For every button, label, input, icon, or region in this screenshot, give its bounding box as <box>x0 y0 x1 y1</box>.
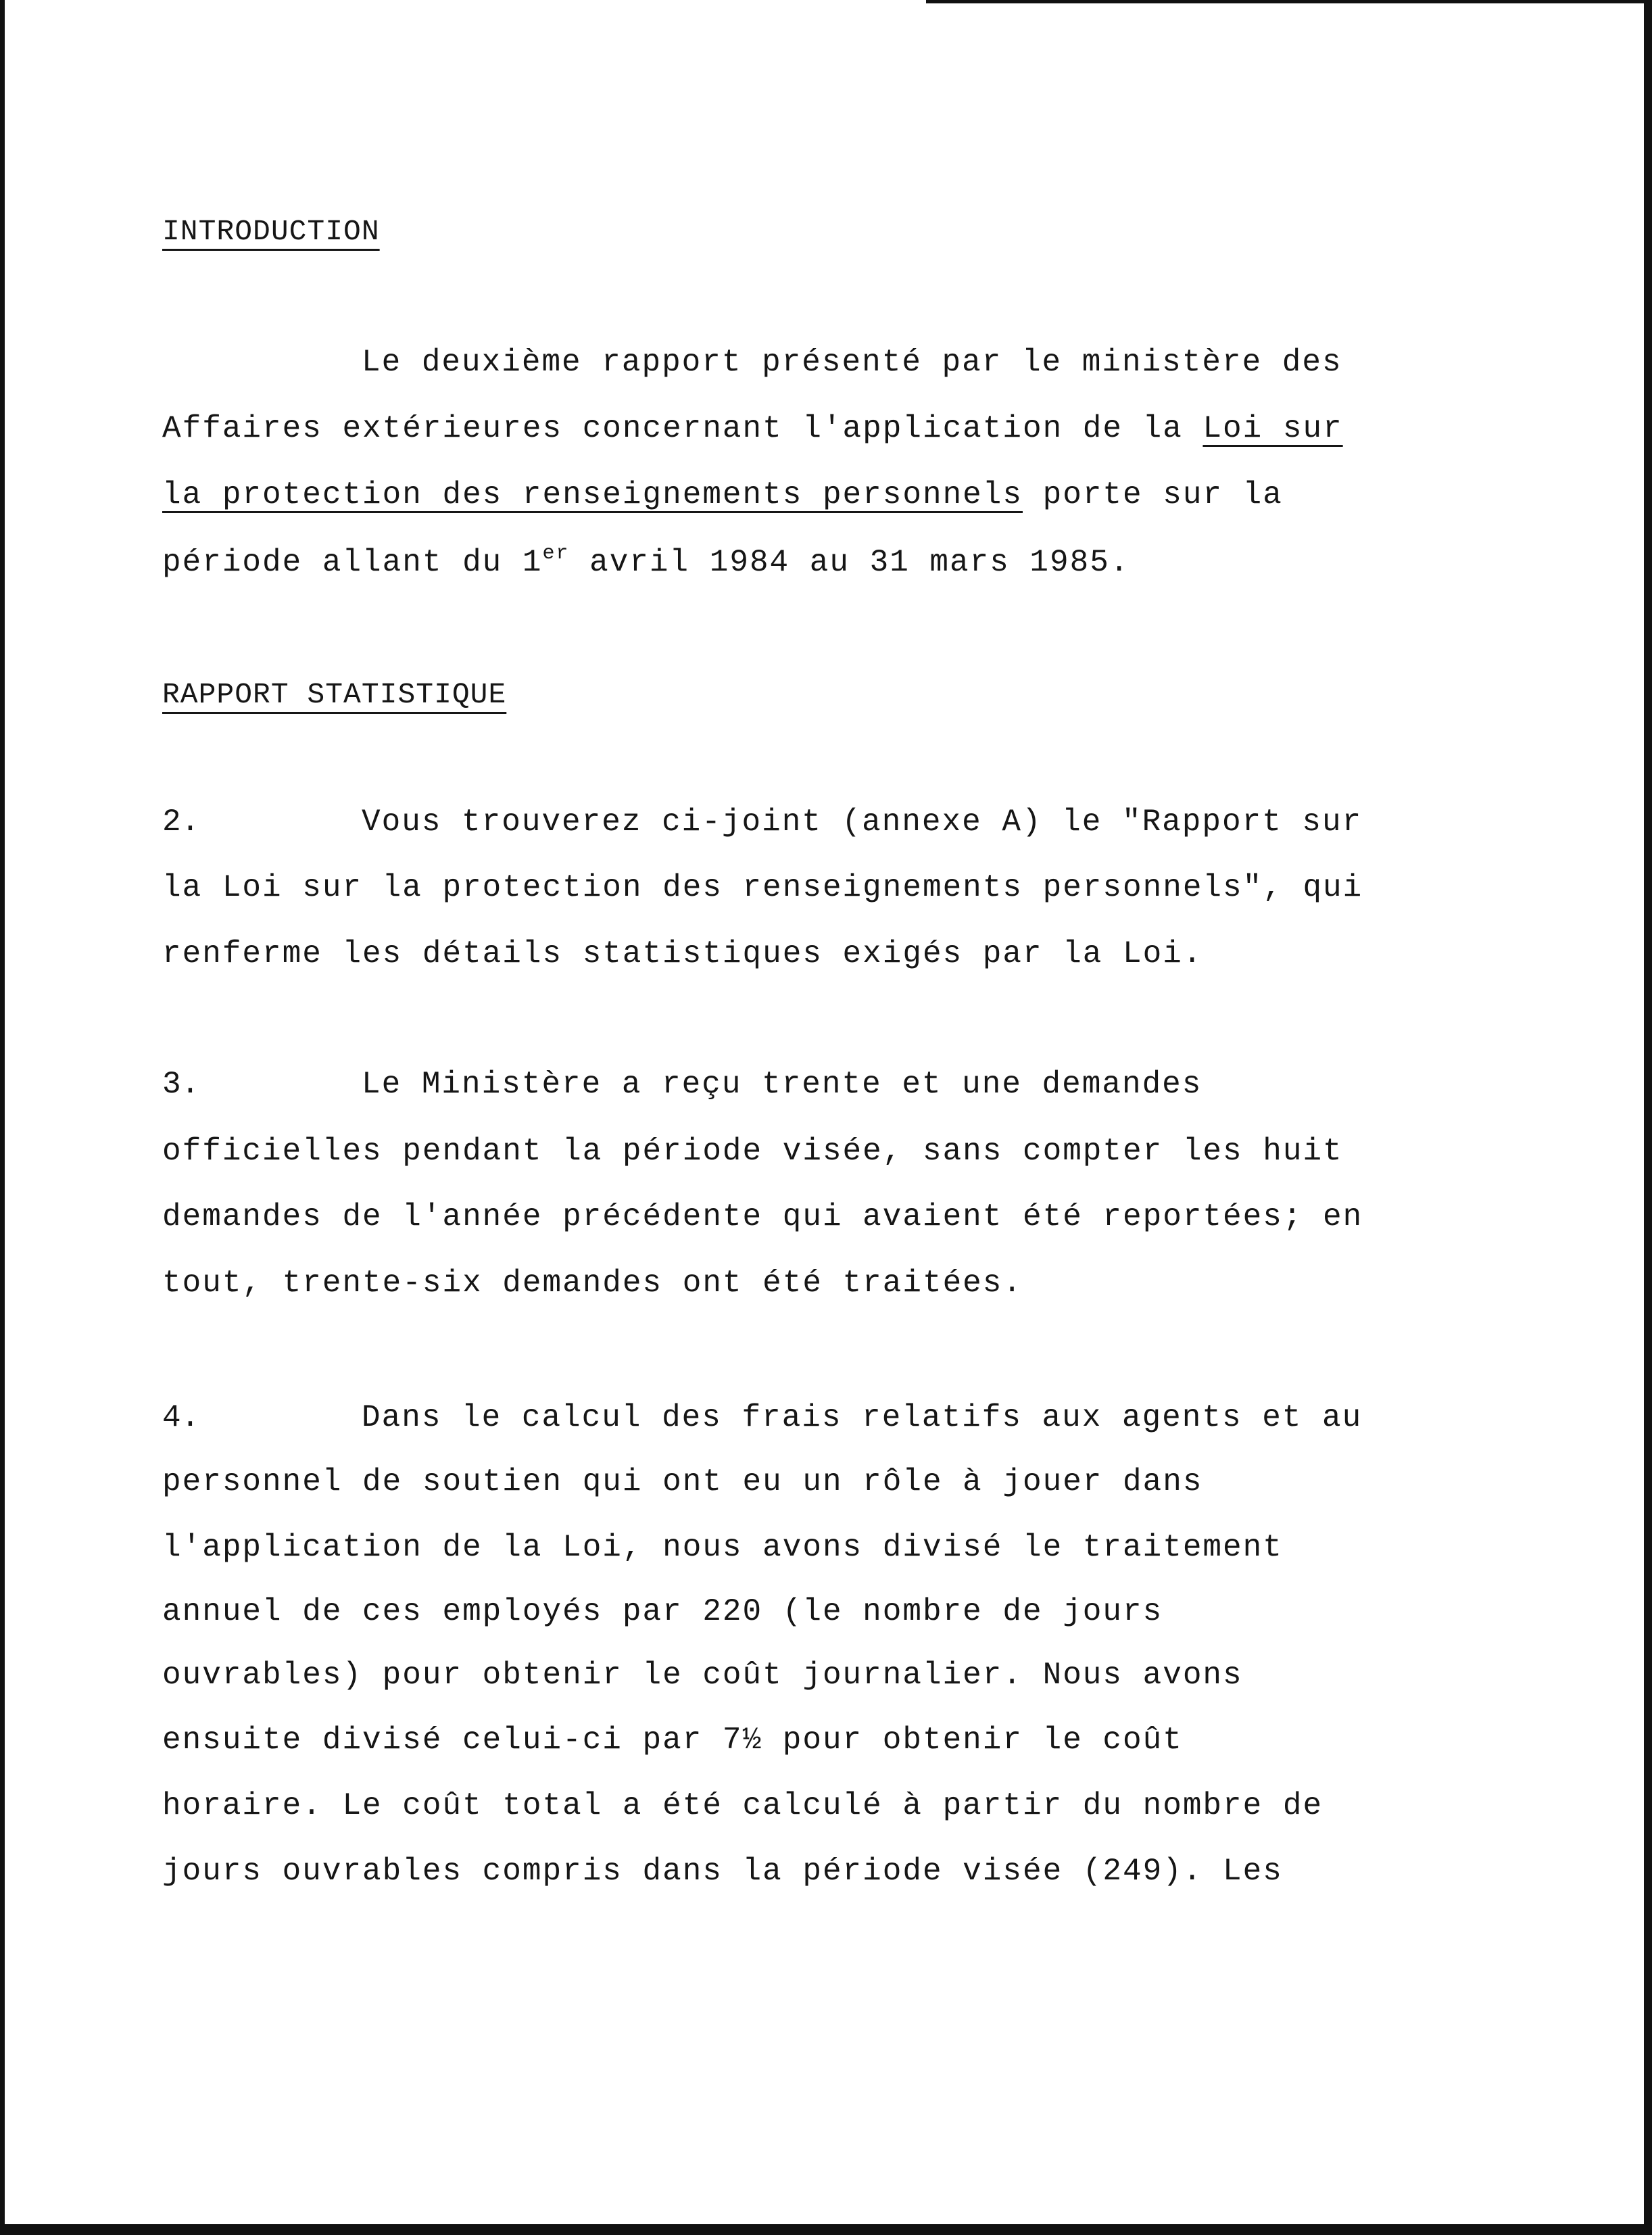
para3-line-1: Le Ministère a reçu trente et une demandes <box>362 1067 1202 1102</box>
law-title-part-1: Loi sur <box>1202 411 1343 446</box>
introduction-heading: INTRODUCTION <box>162 215 380 248</box>
intro-line-1: Le deuxième rapport présenté par le ministère des <box>362 345 1342 380</box>
para4-line-6: ensuite divisé celui-ci par 7½ pour obtenir le coût <box>162 1723 1183 1758</box>
para3-line-3: demandes de l'année précédente qui avaient été reportées; en <box>162 1199 1363 1234</box>
para3-line-2: officielles pendant la période visée, sans compter les huit <box>162 1134 1343 1169</box>
intro-line-4 <box>162 542 1130 580</box>
intro-line-2 <box>162 411 1343 446</box>
scan-border-bottom <box>0 2224 1652 2235</box>
intro-line-3 <box>162 477 1283 512</box>
para4-line-4: annuel de ces employés par 220 (le nombre de jours <box>162 1594 1163 1629</box>
intro-line-4-text: période allant du 1 <box>162 545 543 580</box>
para3-line-4: tout, trente-six demandes ont été traitées. <box>162 1266 1023 1301</box>
para2-line-3: renferme les détails statistiques exigés par la Loi. <box>162 936 1203 971</box>
para4-line-7: horaire. Le coût total a été calculé à partir du nombre de <box>162 1788 1323 1823</box>
para4-line-2: personnel de soutien qui ont eu un rôle à jouer dans <box>162 1464 1203 1499</box>
rapport-statistique-heading: RAPPORT STATISTIQUE <box>162 678 507 711</box>
para4-line-8: jours ouvrables compris dans la période visée (249). Les <box>162 1854 1283 1889</box>
law-title-part-2: la protection des renseignements personnels <box>162 477 1023 512</box>
intro-line-2-text: Affaires extérieures concernant l'application de la <box>162 411 1203 446</box>
para4-line-1: Dans le calcul des frais relatifs aux agents et au <box>362 1400 1363 1435</box>
para4-line-3: l'application de la Loi, nous avons divisé le traitement <box>162 1530 1283 1565</box>
para2-line-2: la Loi sur la protection des renseignements personnels", qui <box>162 870 1363 905</box>
para4-line-5: ouvrables) pour obtenir le coût journalier. Nous avons <box>162 1658 1243 1693</box>
scan-border-right <box>1644 0 1652 2235</box>
para2-line-1: Vous trouverez ci-joint (annexe A) le "Rapport sur <box>362 804 1363 840</box>
superscript-er: er <box>542 542 570 565</box>
scan-border-top <box>926 0 1652 3</box>
paragraph-number-4: 4. <box>162 1400 200 1435</box>
intro-line-3-text: porte sur la <box>1023 477 1283 512</box>
scan-border-left <box>0 0 5 2235</box>
paragraph-number-2: 2. <box>162 804 200 840</box>
paragraph-number-3: 3. <box>162 1067 200 1102</box>
intro-line-4-dates: avril 1984 au 31 mars 1985. <box>569 545 1130 580</box>
